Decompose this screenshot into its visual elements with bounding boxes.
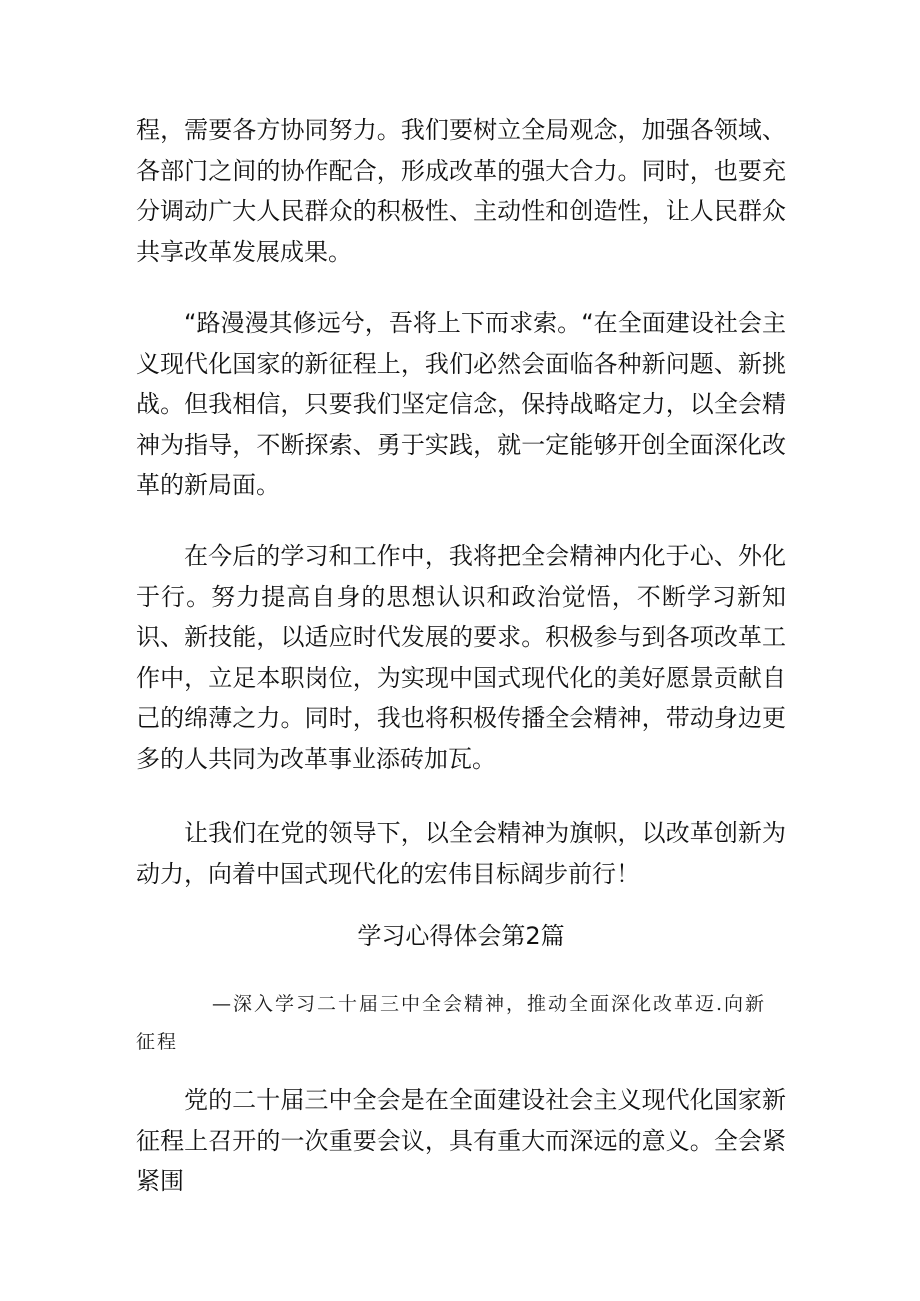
paragraph-section-intro: 党的二十届三中全会是在全面建设社会主义现代化国家新征程上召开的一次重要会议，具有重大而深远的意义。全会紧紧围 — [136, 1086, 786, 1195]
section-title: 学习心得体会第2篇 — [357, 922, 565, 950]
paragraph-continuation: 程，需要各方协同努力。我们要树立全局观念，加强各领域、各部门之间的协作配合，形成改革的强大合力。同时，也要充分调动广大人民群众的积极性、主动性和创造性，让人民群众共享改革发展成果。 — [136, 116, 786, 266]
paragraph-quote: “路漫漫其修远兮，吾将上下而求索。“在全面建设社会主义现代化国家的新征程上，我们必然会面临各种新问题、新挑战。但我相信，只要我们坚定信念，保持战略定力，以全会精神为指导，不断探索、勇于实践，就一定能够开创全面深化改革的新局面。 — [136, 309, 786, 499]
paragraph-closing: 让我们在党的领导下，以全会精神为旗帜，以改革创新为动力，向着中国式现代化的宏伟目标阔步前行！ — [136, 819, 786, 888]
section-subtitle: —深入学习二十届三中全会精神，推动全面深化改革迈.向新征程 — [136, 993, 767, 1053]
paragraph-future-work: 在今后的学习和工作中，我将把全会精神内化于心、外化于行。努力提高自身的思想认识和政治觉悟，不断学习新知识、新技能，以适应时代发展的要求。积极参与到各项改革工作中，立足本职岗位，为实现中国式现代化的美好愿景贡献自己的绵薄之力。同时，我也将积极传播全会精神，带动身边更多的人共同为改革事业添砖加瓦。 — [136, 542, 786, 773]
